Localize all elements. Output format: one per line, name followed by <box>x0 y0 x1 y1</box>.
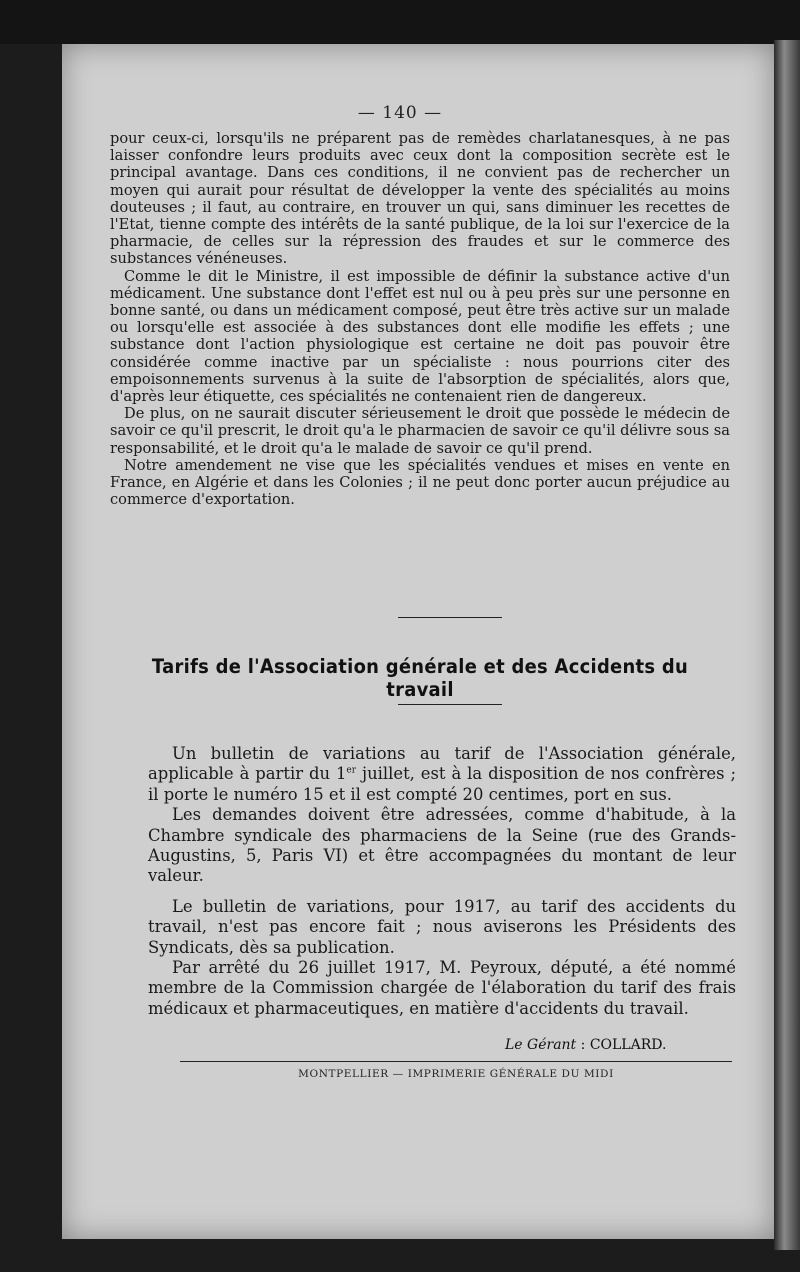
paragraph: Un bulletin de variations au tarif de l'Association générale, applicable à partir du 1er juillet, est à la disposition de nos confrères ; il porte le numéro 15 et il est compté 20 centimes, port en sus. <box>148 744 737 804</box>
paragraph: Les demandes doivent être adressées, comme d'habitude, à la Chambre syndicale des pharmaciens de la Seine (rue des Grands-Augustins, 5, Paris VI) et être accompagnées du montant de leur valeur. <box>148 805 736 886</box>
scan-top-edge <box>0 0 800 44</box>
tarifs-section <box>148 744 736 1019</box>
divider-bottom <box>398 704 502 705</box>
signature: Le Gérant : COLLARD. <box>505 1037 667 1053</box>
signature-label: Le Gérant <box>505 1037 577 1053</box>
section-heading: Tarifs de l'Association générale et des Accidents du travail <box>151 655 689 701</box>
imprint-rule <box>180 1061 732 1062</box>
paragraph: Le bulletin de variations, pour 1917, au tarif des accidents du travail, n'est pas encore fait ; nous aviserons les Présidents des Syndicats, dès sa publication. <box>148 896 736 957</box>
article-continuation <box>110 130 730 508</box>
scan-right-edge <box>774 40 800 1250</box>
paragraph: De plus, on ne saurait discuter sérieusement le droit que possède le médecin de savoir ce qu'il prescrit, le droit qu'a le pharmacien de savoir ce qu'il délivre sous sa responsabilité, et le droit qu'a le malade de savoir ce qu'il prend. <box>110 405 730 457</box>
page-number: — 140 — <box>357 103 443 123</box>
paragraph: Notre amendement ne vise que les spécialités vendues et mises en vente en France, en Algérie et dans les Colonies ; il ne peut donc porter aucun préjudice au commerce d'exportation. <box>110 456 730 509</box>
paragraph: pour ceux-ci, lorsqu'ils ne préparent pas de remèdes charlatanesques, à ne pas laisser confondre leurs produits avec ceux dont la composition secrète est le principal avantage. Dans ces conditions, il ne convient pas de rechercher un moyen qui aurait pour résultat de développer la vente des spécialités au moins douteuses ; il faut, au contraire, en trouver un qui, sans diminuer les recettes de l'Etat, tienne compte des intérêts de la santé publique, de la loi sur l'exercice de la pharmacie, de celles sur la répression des fraudes et sur le commerce des substances vénéneuses. <box>110 130 730 268</box>
paragraph: Par arrêté du 26 juillet 1917, M. Peyroux, député, a été nommé membre de la Commission chargée de l'élaboration du tarif des frais médicaux et pharmaceutiques, en matière d'accidents du travail. <box>148 958 736 1018</box>
paragraph: Comme le dit le Ministre, il est impossible de définir la substance active d'un médicament. Une substance dont l'effet est nul ou à peu près sur une personne en bonne santé, ou dans un médicament composé, peut être très active sur un malade ou lorsqu'elle est associée à des substances dont elle modifie les effets ; une substance dont l'action physiologique est certaine ne doit pas pouvoir être considérée comme inactive par un spécialiste : nous pourrions citer des empoisonnements survenus à la suite de l'absorption de spécialités, alors que, d'après leur étiquette, ces spécialités ne contenaient rien de dangereux. <box>110 267 730 406</box>
divider-top <box>398 617 502 618</box>
printer-imprint: MONTPELLIER — IMPRIMERIE GÉNÉRALE DU MIDI <box>298 1068 614 1080</box>
signature-name: COLLARD. <box>589 1037 667 1053</box>
